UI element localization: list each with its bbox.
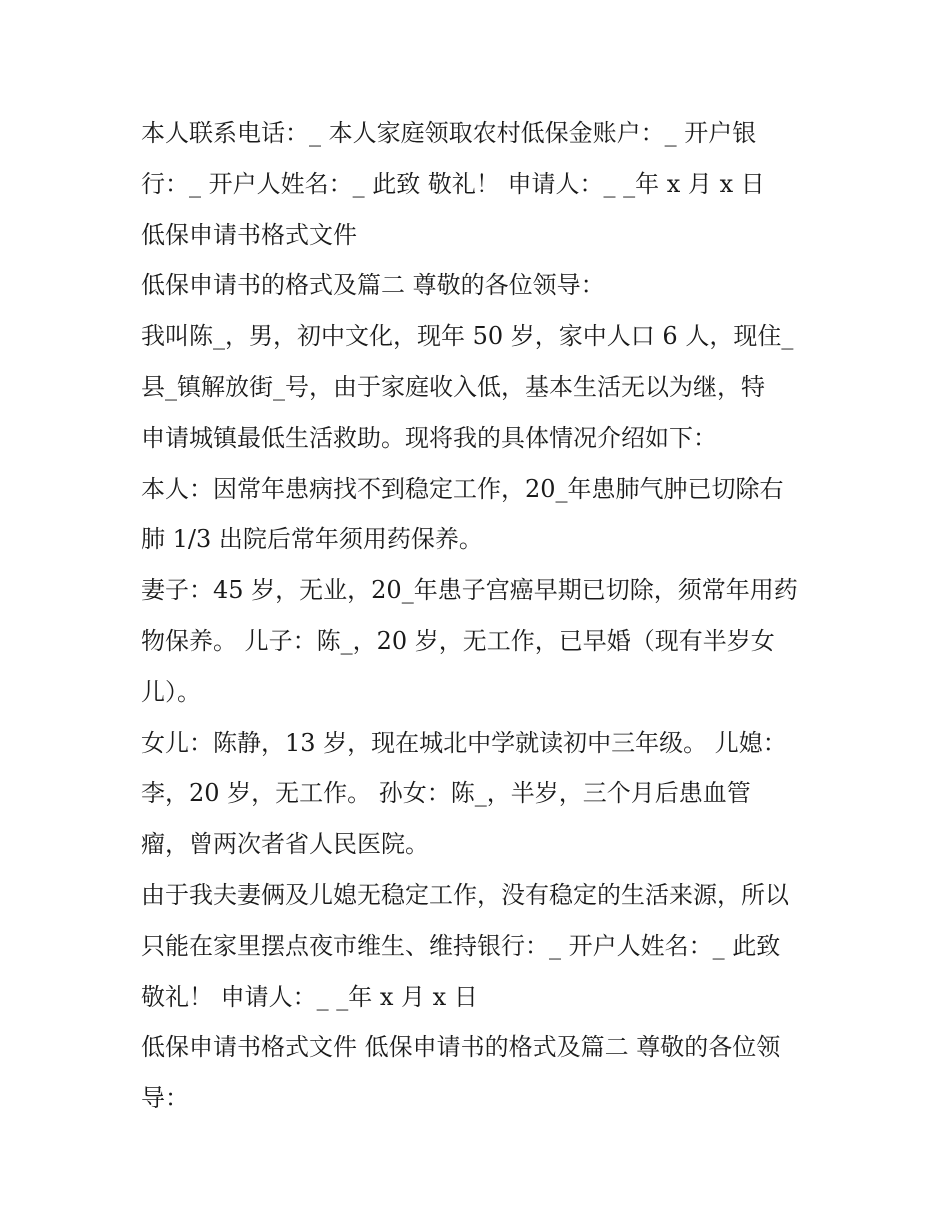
text-line: 申请城镇最低生活救助。现将我的具体情况介绍如下： bbox=[141, 423, 717, 452]
text-line: 低保申请书格式文件 bbox=[141, 220, 357, 249]
text-line: 导： bbox=[141, 1084, 189, 1113]
text-line: 物保养。 儿子：陈_，20 岁，无工作，已早婚（现有半岁女 bbox=[141, 626, 775, 655]
text-line: 低保申请书格式文件 低保申请书的格式及篇二 尊敬的各位领 bbox=[141, 1033, 781, 1062]
text-line: 妻子：45 岁，无业，20_年患子宫癌早期已切除，须常年用药 bbox=[141, 576, 798, 605]
text-line: 由于我夫妻俩及儿媳无稳定工作，没有稳定的生活来源，所以 bbox=[141, 880, 789, 909]
text-line: 本人联系电话：_ 本人家庭领取农村低保金账户：_ 开户银 bbox=[141, 119, 757, 147]
text-line: 行：_ 开户人姓名：_ 此致 敬礼！ 申请人：_ _年 x 月 x 日 bbox=[141, 169, 765, 198]
text-line: 敬礼！ 申请人：_ _年 x 月 x 日 bbox=[141, 982, 478, 1011]
text-line: 女儿：陈静，13 岁，现在城北中学就读初中三年级。 儿媳： bbox=[141, 728, 787, 757]
text-line: 本人：因常年患病找不到稳定工作，20_年患肺气肿已切除右 bbox=[141, 474, 784, 503]
text-line: 只能在家里摆点夜市维生、维持银行：_ 开户人姓名：_ 此致 bbox=[141, 931, 781, 960]
text-line: 瘤，曾两次者省人民医院。 bbox=[141, 830, 429, 859]
text-line: 李，20 岁，无工作。 孙女：陈_，半岁，三个月后患血管 bbox=[141, 779, 751, 808]
text-line: 肺 1/3 出院后常年须用药保养。 bbox=[141, 525, 483, 554]
document-body bbox=[141, 108, 831, 1124]
text-line: 低保申请书的格式及篇二 尊敬的各位领导： bbox=[141, 271, 605, 300]
text-line: 我叫陈_，男，初中文化，现年 50 岁，家中人口 6 人，现住_ bbox=[141, 322, 794, 351]
text-line: 县_镇解放街_号，由于家庭收入低，基本生活无以为继，特 bbox=[141, 372, 765, 401]
text-line: 儿）。 bbox=[141, 677, 201, 706]
